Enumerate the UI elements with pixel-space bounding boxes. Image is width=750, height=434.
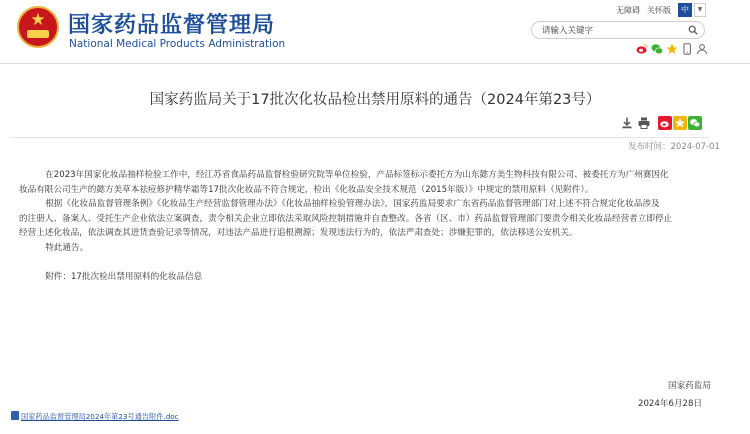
title-divider — [10, 137, 709, 138]
top-links — [616, 5, 678, 19]
attachment-file-name[interactable]: 国家药品监督管理局2024年第23号通告附件.doc — [21, 412, 179, 421]
language-dropdown-chevron-icon[interactable]: ▼ — [694, 3, 706, 17]
article-body — [19, 168, 718, 285]
site-name-en[interactable]: National Medical Products Administration — [69, 38, 286, 50]
qzone-star-icon[interactable] — [666, 43, 678, 55]
mobile-phone-icon[interactable] — [681, 43, 693, 55]
search-icon[interactable] — [688, 25, 698, 35]
care-version-link[interactable]: 关怀版 — [647, 6, 671, 15]
wechat-icon[interactable] — [651, 43, 663, 55]
signature-date: 2024年6月28日 — [638, 399, 703, 409]
user-icon[interactable] — [696, 43, 708, 55]
search-box — [531, 21, 705, 39]
body-closing: 特此通告。 — [45, 242, 89, 253]
body-paragraph-2-cont2: 经营上述化妆品，依法调查其进货查验记录等情况，对违法产品进行追根溯源；发现违法行为的，依法严肃查处；涉嫌犯罪的，依法移送公安机关。 — [19, 228, 578, 238]
download-icon[interactable] — [620, 116, 634, 130]
body-paragraph-1-cont: 妆品有限公司生产的懿方美草本祛痘修护精华霜等17批次化妆品不符合规定，检出《化妆品安全技术规范（2015年版）》中规定的禁用原料（见附件）。 — [19, 184, 594, 195]
attachment-download-link[interactable] — [11, 411, 179, 423]
body-attachment-note: 附件：17批次检出禁用原料的化妆品信息 — [45, 272, 203, 282]
article-title: 国家药监局关于17批次化妆品检出禁用原料的通告（2024年第23号） — [149, 92, 601, 108]
wechat-share-icon[interactable] — [688, 116, 702, 130]
site-name-cn[interactable]: 国家药品监督管理局 — [68, 13, 276, 38]
search-input[interactable] — [542, 24, 682, 37]
accessibility-link[interactable]: 无障碍 — [616, 6, 640, 15]
body-paragraph-1: 在2023年国家化妆品抽样检验工作中，经江苏省食品药品监督检验研究院等单位检验，产品标签标示委托方为山东懿方美生物科技有限公司、被委托方为广州赛因化 — [45, 170, 669, 180]
language-cn-button[interactable]: 中 — [678, 3, 692, 17]
body-paragraph-2-cont: 的注册人、备案人、受托生产企业依法立案调查，责令相关企业立即依法采取风险控制措施并自查整改。各省（区、市）药品监督管理部门要责令相关化妆品经营者立即停止 — [19, 213, 673, 224]
print-icon[interactable] — [637, 116, 651, 130]
doc-file-icon — [11, 411, 19, 420]
site-header — [0, 0, 750, 64]
qzone-share-icon[interactable] — [673, 116, 687, 130]
signature-org: 国家药监局 — [668, 381, 711, 391]
national-emblem-logo[interactable] — [17, 6, 59, 48]
emblem-star-icon: ★ — [30, 10, 46, 30]
weibo-share-icon[interactable] — [658, 116, 672, 130]
publish-date: 发布时间：2024-07-01 — [628, 142, 720, 152]
body-paragraph-2: 根据《化妆品监督管理条例》《化妆品生产经营监督管理办法》《化妆品抽样检验管理办法》，国家药监局要求广东省药品监督管理部门对上述不符合规定化妆品涉及 — [45, 199, 660, 209]
weibo-icon[interactable] — [636, 43, 648, 55]
